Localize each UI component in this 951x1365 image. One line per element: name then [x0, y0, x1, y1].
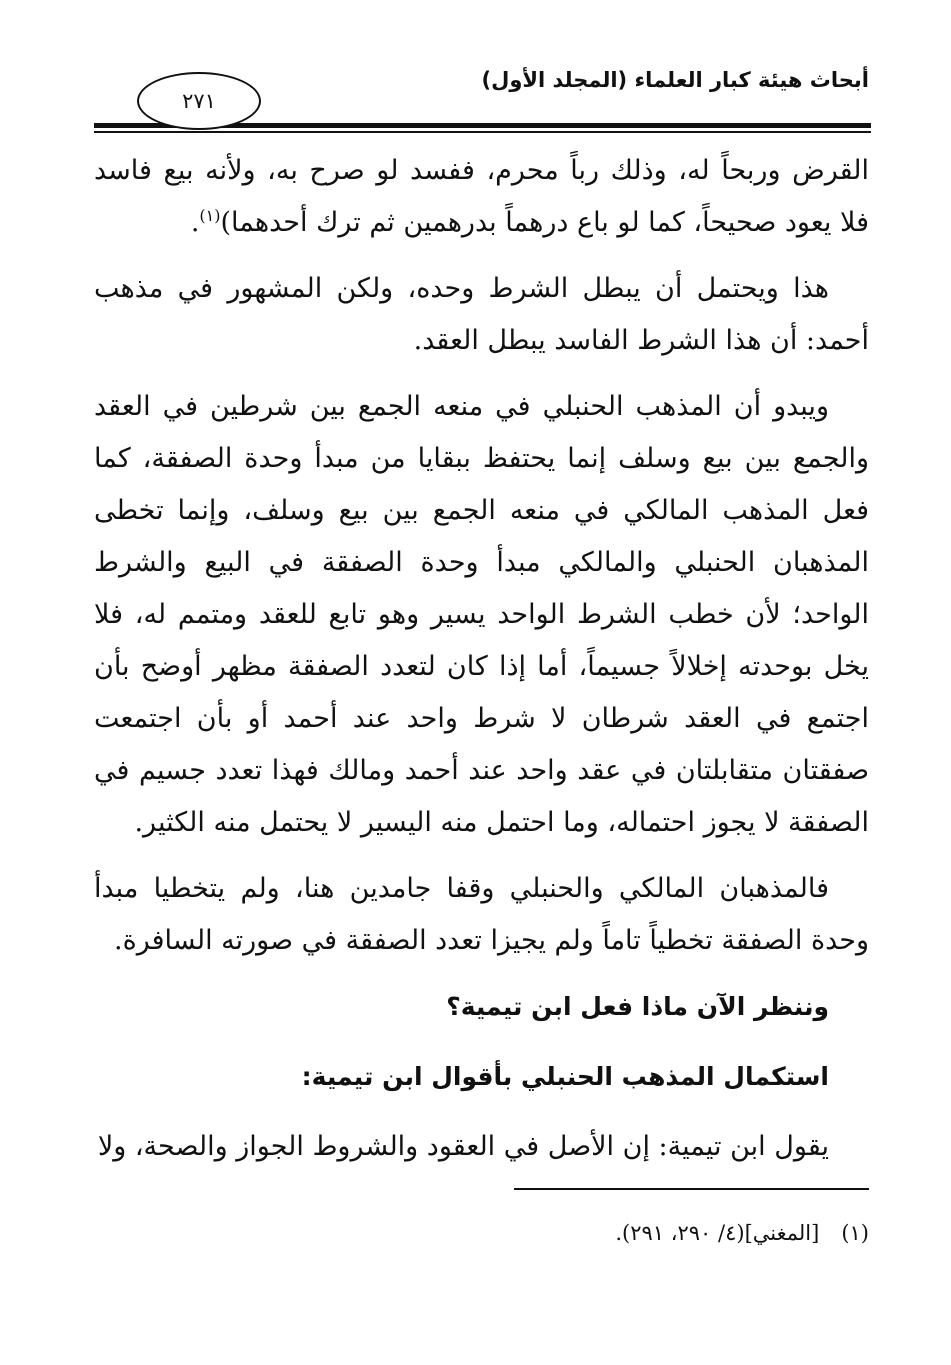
footnote-text: [المغني](٤/ ٢٩٠، ٢٩١). — [615, 1221, 820, 1245]
footnote-separator — [514, 1188, 869, 1190]
page-number: ٢٧١ — [137, 72, 261, 130]
paragraph-2: هذا ويحتمل أن يبطل الشرط وحده، ولكن المشهور في مذهب أحمد: أن هذا الشرط الفاسد يبطل العقد. — [94, 273, 869, 356]
paragraph-1-text: القرض وربحاً له، وذلك رباً محرم، ففسد لو صرح به، ولأنه بيع فاسد فلا يعود صحيحاً، كما لو باع درهماً بدرهمين ثم ترك أحدهما) — [94, 155, 869, 238]
running-head-title: أبحاث هيئة كبار العلماء (المجلد الأول) — [481, 68, 869, 92]
footnote-reference: (١) — [199, 206, 221, 225]
paragraph-1 — [94, 145, 869, 249]
header-rule-thin — [94, 131, 871, 133]
body-text — [94, 145, 869, 1187]
section-heading: استكمال المذهب الحنبلي بأقوال ابن تيمية: — [301, 1062, 829, 1091]
paragraph-4: فالمذهبان المالكي والحنبلي وقفا جامدين هنا، ولم يتخطيا مبدأ وحدة الصفقة تخطياً تاماً ولم يجيزا تعدد الصفقة في صورته السافرة. — [94, 873, 869, 956]
footnote-number: (١) — [841, 1221, 869, 1245]
question-heading: وننظر الآن ماذا فعل ابن تيمية؟ — [446, 992, 829, 1021]
paragraph-5: يقول ابن تيمية: إن الأصل في العقود والشروط الجواز والصحة، ولا — [97, 1131, 829, 1162]
paragraph-3: ويبدو أن المذهب الحنبلي في منعه الجمع بين شرطين في العقد والجمع بين بيع وسلف إنما يحتفظ ببقايا من مبدأ وحدة الصفقة، كما فعل المذهب المالكي في منعه الجمع بين بيع وسلف، وإنما تخطى المذهبان الحنبلي والمالكي مبدأ وحدة الصفقة في البيع والشرط الواحد؛ لأن خطب الشرط الواحد يسير وهو تابع للعقد ومتمم له، فلا يخل بوحدته إخلالاً جسيماً، أما إذا كان لتعدد الصفقة مظهر أوضح بأن اجتمع في العقد شرطان لا شرط واحد عند أحمد أو بأن اجتمعت صفقتان متقابلتان في عقد واحد عند أحمد ومالك فهذا تعدد جسيم في الصفقة لا يجوز احتماله، وما احتمل منه اليسير لا يحتمل منه الكثير. — [94, 391, 869, 838]
footnote — [615, 1218, 869, 1248]
paragraph-1-end: . — [190, 207, 200, 238]
